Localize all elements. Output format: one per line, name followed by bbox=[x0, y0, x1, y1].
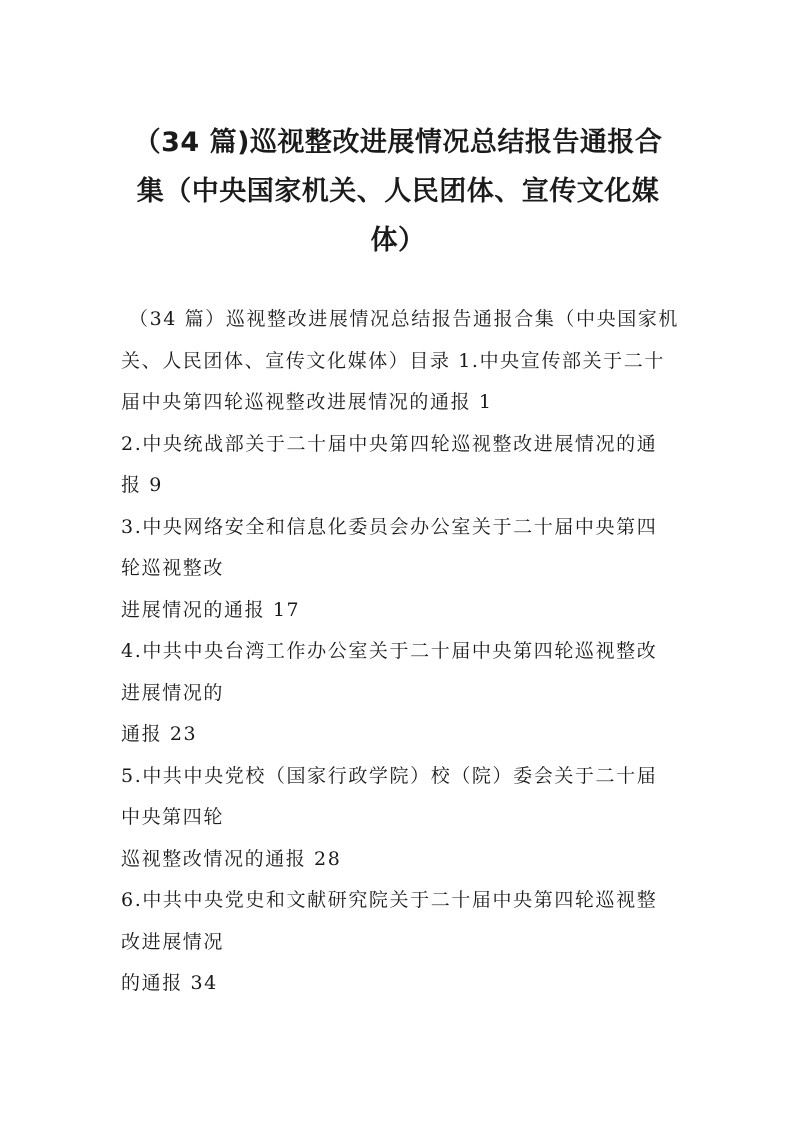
text-line: 进展情况的通报 17 bbox=[121, 598, 301, 621]
toc-entry-5 bbox=[121, 756, 675, 881]
intro-paragraph bbox=[121, 299, 680, 424]
toc-entry-4 bbox=[121, 631, 675, 756]
toc-entry-2 bbox=[121, 424, 675, 507]
text-line: 通报 23 bbox=[121, 723, 198, 745]
text-line: 中央第四轮 bbox=[121, 806, 225, 828]
text-line: 改进展情况 bbox=[121, 930, 225, 953]
document-body bbox=[121, 299, 680, 1005]
text-line: 届中央第四轮巡视整改进展情况的通报 1 bbox=[121, 391, 493, 413]
text-line: 报 9 bbox=[121, 474, 163, 496]
text-line: 巡视整改情况的通报 28 bbox=[121, 847, 342, 870]
text-line: 4.中共中央台湾工作办公室关于二十届中央第四轮巡视整改 bbox=[121, 640, 658, 662]
document-title bbox=[121, 118, 675, 265]
title-line: 体） bbox=[370, 225, 426, 256]
text-line: （34 篇）巡视整改进展情况总结报告通报合集（中央国家机 bbox=[129, 308, 680, 330]
text-line: 轮巡视整改 bbox=[121, 557, 225, 579]
text-line: 的通报 34 bbox=[121, 972, 218, 994]
text-line: 5.中共中央党校（国家行政学院）校（院）委会关于二十届 bbox=[121, 764, 658, 787]
toc-entry-6 bbox=[121, 880, 675, 1005]
text-line: 关、人民团体、宣传文化媒体）目录 1.中央宣传部关于二十 bbox=[121, 349, 665, 372]
title-line: （34 篇)巡视整改进展情况总结报告通报合 bbox=[133, 127, 663, 158]
text-line: 6.中共中央党史和文献研究院关于二十届中央第四轮巡视整 bbox=[121, 889, 658, 911]
text-line: 3.中央网络安全和信息化委员会办公室关于二十届中央第四 bbox=[121, 515, 658, 538]
toc-entry-3 bbox=[121, 507, 675, 632]
text-line: 2.中央统战部关于二十届中央第四轮巡视整改进展情况的通 bbox=[121, 432, 658, 455]
text-line: 进展情况的 bbox=[121, 681, 225, 704]
title-line: 集（中央国家机关、人民团体、宣传文化媒 bbox=[136, 176, 660, 207]
